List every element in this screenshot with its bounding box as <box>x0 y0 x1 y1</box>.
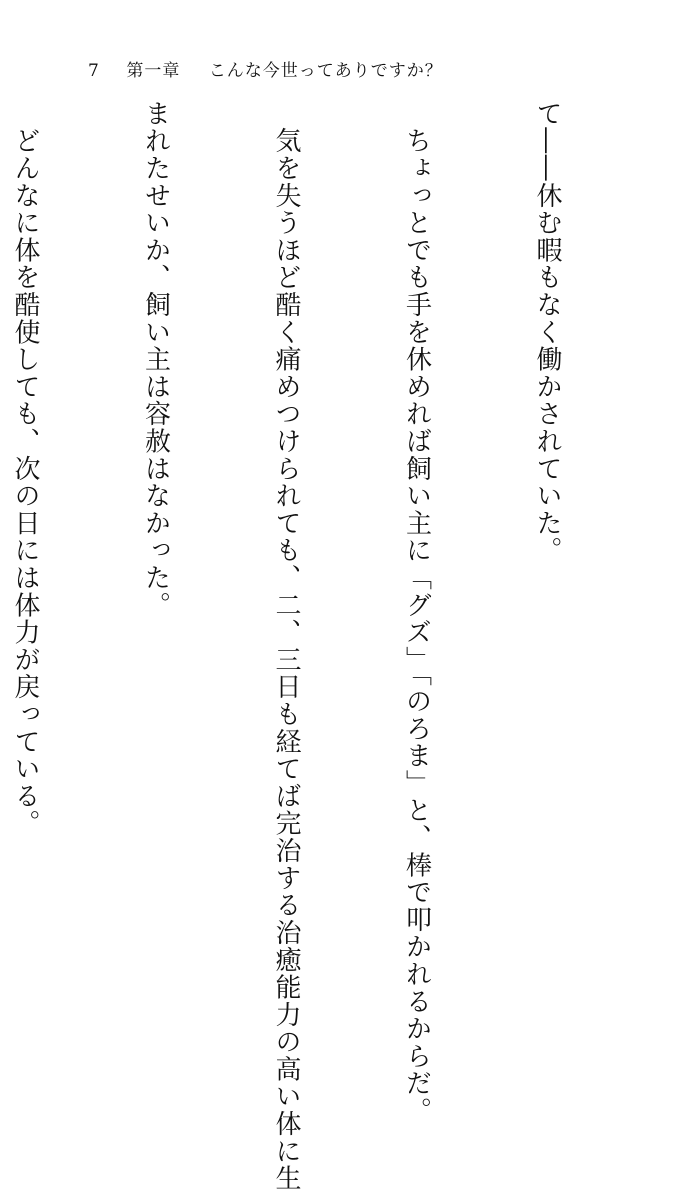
text-line: て――休む暇もなく働かされていた。 <box>532 100 562 565</box>
text-line: どんなに体を酷使しても、次の日には体力が戻っている。 <box>10 100 40 838</box>
text-line: ちょっとでも手を休めれば飼い主に「グズ」「のろま」と、棒で叩かれるからだ。 <box>401 100 432 1125</box>
text-line: 気を失うほど酷く痛めつけられても、二、三日も経てば完治する治癒能力の高い体に生 <box>271 100 301 1192</box>
chapter-label: 第一章 <box>126 61 181 81</box>
body-text <box>0 100 655 1192</box>
text-line: まれたせいか、飼い主は容赦はなかった。 <box>140 100 171 619</box>
running-head <box>88 56 443 81</box>
page-number: 7 <box>88 61 100 81</box>
chapter-title: こんな今世ってありですか？ <box>208 61 443 81</box>
